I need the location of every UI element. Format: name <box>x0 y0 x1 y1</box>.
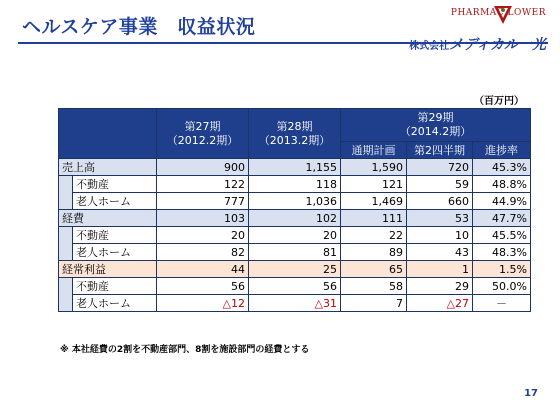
period-28-label: 第28期 <box>276 119 313 133</box>
period-27-label: 第27期 <box>184 119 221 133</box>
cell-p28: 81 <box>249 244 341 261</box>
cell-p28: △31 <box>249 295 341 312</box>
cell-plan: 1,469 <box>341 193 407 210</box>
period-29-label: 第29期 <box>417 111 454 124</box>
cell-plan: 65 <box>341 261 407 278</box>
cell-q2: 43 <box>407 244 473 261</box>
row-label: 経費 <box>59 210 157 227</box>
cell-q2: 720 <box>407 159 473 176</box>
row-label: 売上高 <box>59 159 157 176</box>
table-row-expenses-real-estate <box>59 227 531 244</box>
logo-top-text: PHARMAC LOWER <box>450 8 546 18</box>
footnote: ※ 本社経費の2割を不動産部門、8割を施設部門の経費とする <box>60 345 310 355</box>
period-29-date: （2014.2期） <box>399 125 472 138</box>
row-label: 経常利益 <box>59 261 157 278</box>
cell-progress: 44.9% <box>473 193 531 210</box>
row-label: 老人ホーム <box>73 295 157 312</box>
cell-progress: － <box>473 295 531 312</box>
table-row-sales <box>59 159 531 176</box>
row-indent <box>59 278 73 295</box>
logo-company-brand: メディカル一光 <box>449 37 546 53</box>
row-indent <box>59 176 73 193</box>
revenue-table <box>58 108 531 312</box>
header-period-28 <box>249 109 341 159</box>
cell-p27: 82 <box>157 244 249 261</box>
cell-p28: 20 <box>249 227 341 244</box>
cell-p28: 102 <box>249 210 341 227</box>
logo-company-name <box>409 34 546 54</box>
cell-q2: 29 <box>407 278 473 295</box>
cell-q2: 10 <box>407 227 473 244</box>
table-row-profit-nursing-home <box>59 295 531 312</box>
row-indent <box>59 295 73 312</box>
cell-p28: 118 <box>249 176 341 193</box>
company-logo <box>396 4 546 62</box>
cell-p27: 777 <box>157 193 249 210</box>
row-indent <box>59 227 73 244</box>
unit-label: （百万円） <box>474 96 524 107</box>
cell-q2: 59 <box>407 176 473 193</box>
table-row-expenses <box>59 210 531 227</box>
row-indent <box>59 193 73 210</box>
cell-p27: 900 <box>157 159 249 176</box>
header-full-year-plan: 通期計画 <box>341 142 407 159</box>
period-28-date: （2013.2期） <box>258 133 331 147</box>
logo-company-prefix: 株式会社 <box>409 41 450 52</box>
page-number: 17 <box>524 388 538 399</box>
cell-progress: 47.7% <box>473 210 531 227</box>
slide-title: ヘルスケア事業 収益状況 <box>22 16 256 38</box>
row-indent <box>59 244 73 261</box>
cell-q2: 1 <box>407 261 473 278</box>
header-period-29 <box>341 109 531 142</box>
cell-q2: 660 <box>407 193 473 210</box>
cell-plan: 121 <box>341 176 407 193</box>
cell-plan: 22 <box>341 227 407 244</box>
header-progress-rate: 進捗率 <box>473 142 531 159</box>
cell-p28: 56 <box>249 278 341 295</box>
row-label: 不動産 <box>73 176 157 193</box>
cell-p27: 44 <box>157 261 249 278</box>
cell-plan: 111 <box>341 210 407 227</box>
cell-p27: △12 <box>157 295 249 312</box>
cell-q2: 53 <box>407 210 473 227</box>
cell-progress: 45.5% <box>473 227 531 244</box>
table-row-profit-real-estate <box>59 278 531 295</box>
cell-p27: 122 <box>157 176 249 193</box>
header-second-quarter: 第2四半期 <box>407 142 473 159</box>
cell-p28: 25 <box>249 261 341 278</box>
table-row-sales-nursing-home <box>59 193 531 210</box>
cell-progress: 45.3% <box>473 159 531 176</box>
row-label: 不動産 <box>73 278 157 295</box>
cell-p27: 56 <box>157 278 249 295</box>
table-row-expenses-nursing-home <box>59 244 531 261</box>
cell-p27: 103 <box>157 210 249 227</box>
cell-q2: △27 <box>407 295 473 312</box>
row-label: 老人ホーム <box>73 244 157 261</box>
header-corner <box>59 109 157 159</box>
header-period-27 <box>157 109 249 159</box>
cell-progress: 50.0% <box>473 278 531 295</box>
cell-p28: 1,036 <box>249 193 341 210</box>
cell-progress: 1.5% <box>473 261 531 278</box>
cell-plan: 89 <box>341 244 407 261</box>
period-27-date: （2012.2期） <box>166 133 239 147</box>
cell-p27: 20 <box>157 227 249 244</box>
row-label: 不動産 <box>73 227 157 244</box>
table-row-ordinary-profit <box>59 261 531 278</box>
cell-progress: 48.8% <box>473 176 531 193</box>
cell-plan: 1,590 <box>341 159 407 176</box>
row-label: 老人ホーム <box>73 193 157 210</box>
cell-progress: 48.3% <box>473 244 531 261</box>
cell-plan: 7 <box>341 295 407 312</box>
cell-plan: 58 <box>341 278 407 295</box>
table-row-sales-real-estate <box>59 176 531 193</box>
cell-p28: 1,155 <box>249 159 341 176</box>
